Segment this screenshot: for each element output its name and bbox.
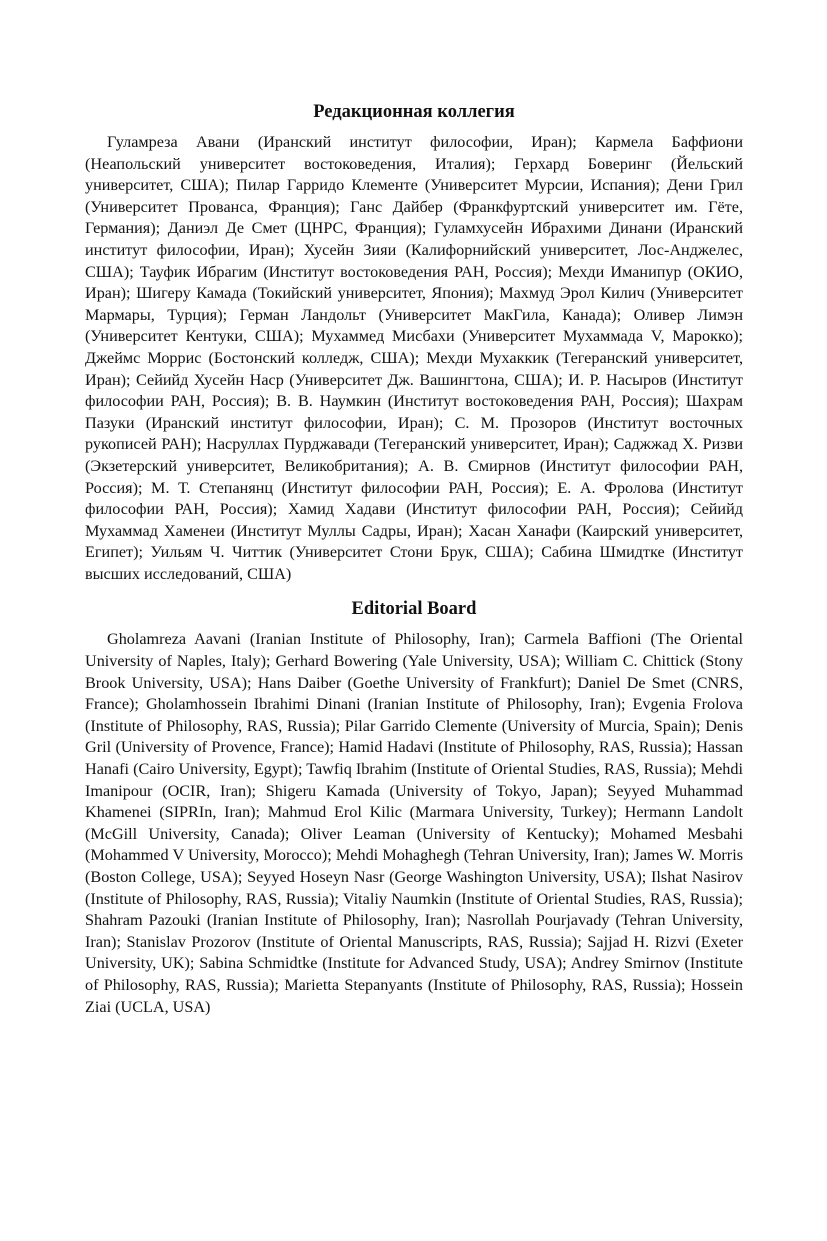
english-board-members: Gholamreza Aavani (Iranian Institute of Philosophy, Iran); Carmela Baffioni (The Oriental University of Naples, Italy); Gerhard Bowering (Yale University, USA); William C. Chittick (Stony Brook University, USA); Hans Daiber (Goethe University of Frankfurt); Daniel De Smet (CNRS, France); Gholamhossein Ibrahimi Dinani (Iranian Institute of Philosophy, Iran); Evgenia Frolova (Institute of Philosophy, RAS, Russia); Pilar Garrido Clemente (University of Murcia, Spain); Denis Gril (University of Provence, France); Hamid Hadavi (Institute of Philosophy, RAS, Russia); Hassan Hanafi (Cairo University, Egypt); Tawfiq Ibrahim (Institute of Oriental Studies, RAS, Russia); Mehdi Imanipour (OCIR, Iran); Shigeru Kamada (University of Tokyo, Japan); Seyyed Muhammad Khamenei (SIPRIn, Iran); Mahmud Erol Kilic (Marmara University, Turkey); Hermann Landolt (McGill University, Canada); Oliver Leaman (University of Kentucky); Mohamed Mesbahi (Mohammed V University, Morocco); Mehdi Mohaghegh (Tehran University, Iran); James W. Morris (Boston College, USA); Seyyed Hoseyn Nasr (George Washington University, USA); Ilshat Nasirov (Institute of Philosophy, RAS, Russia); Vitaliy Naumkin (Institute of Oriental Studies, RAS, Russia); Shahram Pazouki (Iranian Institute of Philosophy, Iran); Nasrollah Pourjavady (Tehran University, Iran); Stanislav Prozorov (Institute of Oriental Manuscripts, RAS, Russia); Sajjad H. Rizvi (Exeter University, UK); Sabina Schmidtke (Institute for Advanced Study, USA); Andrey Smirnov (Institute of Philosophy, RAS, Russia); Marietta Stepanyants (Institute of Philosophy, RAS, Russia); Hossein Ziai (UCLA, USA) xyxy=(85,630,743,1016)
english-board-title: Editorial Board xyxy=(351,599,477,620)
page-content xyxy=(85,100,743,1018)
russian-board-title: Редакционная коллегия xyxy=(313,102,515,122)
russian-board-members: Гуламреза Авани (Иранский институт философии, Иран); Кармела Баффиони (Неапольский университет востоковедения, Италия); Герхард Боверинг (Йельский университет, США); Пилар Гарридо Клементе (Университет Мурсии, Испания); Дени Грил (Университет Прованса, Франция); Ганс Дайбер (Франкфуртский университет им. Гёте, Германия); Даниэл Де Смет (ЦНРС, Франция); Гуламхусейн Ибрахими Динани (Иранский институт философии, Иран); Хусейн Зияи (Калифорнийский университет, Лос-Анджелес, США); Тауфик Ибрагим (Институт востоковедения РАН, Россия); Мехди Иманипур (ОКИО, Иран); Шигеру Камада (Токийский университет, Япония); Махмуд Эрол Килич (Университет Мармары, Турция); Герман Ландольт (Университет МакГила, Канада); Оливер Лимэн (Университет Кентуки, США); Мухаммед Мисбахи (Университет Мухаммада V, Марокко); Джеймс Моррис (Бостонский колледж, США); Мехди Мухаккик (Тегеранский университет, Иран); Сейийд Хусейн Наср (Университет Дж. Вашингтона, США); И. Р. Насыров (Институт философии РАН, Россия); В. В. Наумкин (Институт востоковедения РАН, Россия); Шахрам Пазуки (Иранский институт философии, Иран); С. М. Прозоров (Институт восточных рукописей РАН); Насруллах Пурджавади (Тегеранский университет, Иран); Саджжад Х. Ризви (Экзетерский университет, Великобритания); А. В. Смирнов (Институт философии РАН, Россия); М. Т. Степанянц (Институт философии РАН, Россия); Е. А. Фролова (Институт философии РАН, Россия); Хамид Хадави (Институт философии РАН, Россия); Сейийд Мухаммад Хаменеи (Институт Муллы Садры, Иран); Хасан Ханафи (Каирский университет, Египет); Уильям Ч. Читтик (Университет Стони Брук, США); Сабина Шмидтке (Институт высших исследований, США) xyxy=(85,133,743,583)
